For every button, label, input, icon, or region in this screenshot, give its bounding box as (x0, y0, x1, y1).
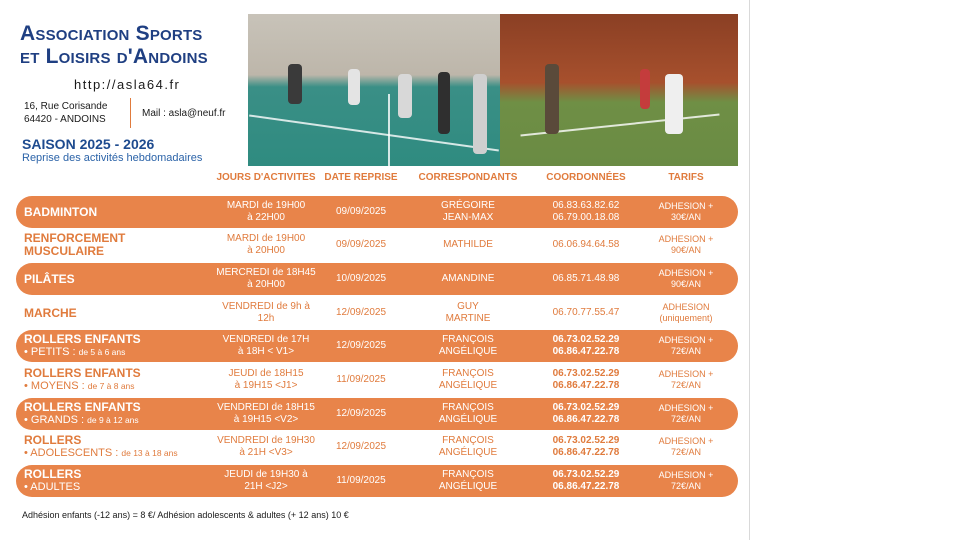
activity-price: ADHESION + 72€/AN (658, 470, 714, 491)
season-subtitle: Reprise des activités hebdomadaires (22, 152, 203, 164)
contact-phones: 06.83.63.82.62 06.79.00.18.08 (552, 200, 620, 223)
resume-date: 11/09/2025 (336, 374, 386, 385)
activity-price: ADHESION + 72€/AN (658, 369, 714, 390)
resume-date: 12/09/2025 (335, 408, 387, 419)
table-row (16, 364, 738, 396)
activity-schedule: JEUDI de 18H15 à 19H15 <J1> (228, 368, 304, 391)
address (24, 100, 107, 126)
divider (130, 98, 131, 128)
resume-date: 09/09/2025 (335, 239, 387, 250)
table-row (16, 263, 738, 295)
address-street: 16, Rue Corisande (24, 101, 108, 112)
resume-date: 12/09/2025 (335, 307, 387, 318)
rollers-gym-photo (248, 14, 500, 166)
activity-schedule: MARDI de 19H00 à 22H00 (226, 200, 306, 223)
contact-names: FRANÇOIS ANGÉLIQUE (438, 402, 498, 425)
activity-name: ROLLERS ENFANTS • GRANDS : de 9 à 12 ans (24, 400, 141, 426)
activity-schedule: MERCREDI de 18H45 à 20H00 (216, 267, 316, 290)
activity-price: ADHESION + 72€/AN (658, 403, 714, 424)
activity-price: ADHESION + 90€/AN (658, 234, 714, 255)
activity-name: PILÂTES (24, 271, 75, 286)
table-row (16, 196, 738, 228)
resume-date: 10/09/2025 (335, 273, 387, 284)
season-title: SAISON 2025 - 2026 (22, 136, 155, 152)
table-row (16, 398, 738, 430)
mail-contact[interactable]: Mail : asla@neuf.fr (142, 108, 226, 119)
contact-names: FRANÇOIS ANGÉLIQUE (438, 334, 498, 357)
header-correspondants: CORRESPONDANTS (418, 172, 518, 183)
activity-name: BADMINTON (24, 204, 98, 219)
activity-schedule: VENDREDI de 17H à 18H < V1> (222, 334, 310, 357)
activity-schedule: VENDREDI de 9h à 12h (222, 301, 310, 324)
website-url[interactable]: http://asla64.fr (74, 77, 181, 92)
header-jours: JOURS D'ACTIVITES (216, 172, 316, 183)
activity-name: ROLLERS ENFANTS • PETITS : de 5 à 6 ans (24, 332, 141, 358)
address-city: 64420 - ANDOINS (24, 114, 106, 125)
contact-phones: 06.70.77.55.47 (552, 307, 620, 318)
activity-price: ADHESION + 72€/AN (658, 335, 714, 356)
contact-phones: 06.73.02.52.29 06.86.47.22.78 (552, 469, 620, 492)
contact-phones: 06.85.71.48.98 (552, 273, 620, 284)
contact-phones: 06.73.02.52.29 06.86.47.22.78 (552, 334, 620, 357)
activity-price: ADHESION + 72€/AN (658, 436, 714, 457)
header-tarifs: TARIFS (668, 172, 704, 183)
activity-name: ROLLERS • ADULTES (24, 467, 82, 493)
contact-names: AMANDINE (441, 273, 495, 284)
title-line-2: et Loisirs d'Andoins (20, 45, 208, 68)
activity-schedule: MARDI de 19H00 à 20H00 (226, 233, 306, 256)
activity-name: RENFORCEMENT MUSCULAIRE (24, 231, 126, 258)
activity-schedule: VENDREDI de 18H15 à 19H15 <V2> (217, 402, 315, 425)
activity-name: MARCHE (24, 305, 77, 320)
contact-names: FRANÇOIS ANGÉLIQUE (438, 435, 498, 458)
contact-names: GRÉGOIRE JEAN-MAX (441, 200, 495, 223)
resume-date: 12/09/2025 (335, 441, 387, 452)
activity-name: ROLLERS • ADOLESCENTS : de 13 à 18 ans (24, 433, 178, 459)
resume-date: 11/09/2025 (336, 475, 386, 486)
activity-price: ADHESION + 30€/AN (658, 201, 714, 222)
table-header (0, 172, 750, 186)
activity-price: ADHESION + 90€/AN (658, 268, 714, 289)
activity-schedule: VENDREDI de 19H30 à 21H <V3> (217, 435, 315, 458)
contact-names: GUY MARTINE (445, 301, 491, 324)
table-row (16, 330, 738, 362)
table-row (16, 229, 738, 261)
association-title (20, 22, 208, 68)
membership-footnote: Adhésion enfants (-12 ans) = 8 €/ Adhésion adolescents & adultes (+ 12 ans) 10 € (22, 510, 349, 520)
table-row (16, 465, 738, 497)
header-date: DATE REPRISE (324, 172, 398, 183)
resume-date: 12/09/2025 (335, 340, 387, 351)
badminton-gym-photo (500, 14, 738, 166)
activity-schedule: JEUDI de 19H30 à 21H <J2> (224, 469, 308, 492)
table-row (16, 431, 738, 463)
contact-names: MATHILDE (443, 239, 493, 250)
contact-phones: 06.73.02.52.29 06.86.47.22.78 (552, 368, 620, 391)
activity-name: ROLLERS ENFANTS • MOYENS : de 7 à 8 ans (24, 366, 141, 392)
title-line-1: Association Sports (20, 22, 203, 45)
table-row (16, 297, 738, 329)
contact-names: FRANÇOIS ANGÉLIQUE (438, 368, 498, 391)
contact-names: FRANÇOIS ANGÉLIQUE (438, 469, 498, 492)
header-coordonnees: COORDONNÉES (546, 172, 626, 183)
activity-price: ADHESION (uniquement) (659, 302, 713, 323)
contact-phones: 06.73.02.52.29 06.86.47.22.78 (552, 435, 620, 458)
contact-phones: 06.06.94.64.58 (552, 239, 620, 250)
resume-date: 09/09/2025 (335, 206, 387, 217)
contact-phones: 06.73.02.52.29 06.86.47.22.78 (552, 402, 620, 425)
